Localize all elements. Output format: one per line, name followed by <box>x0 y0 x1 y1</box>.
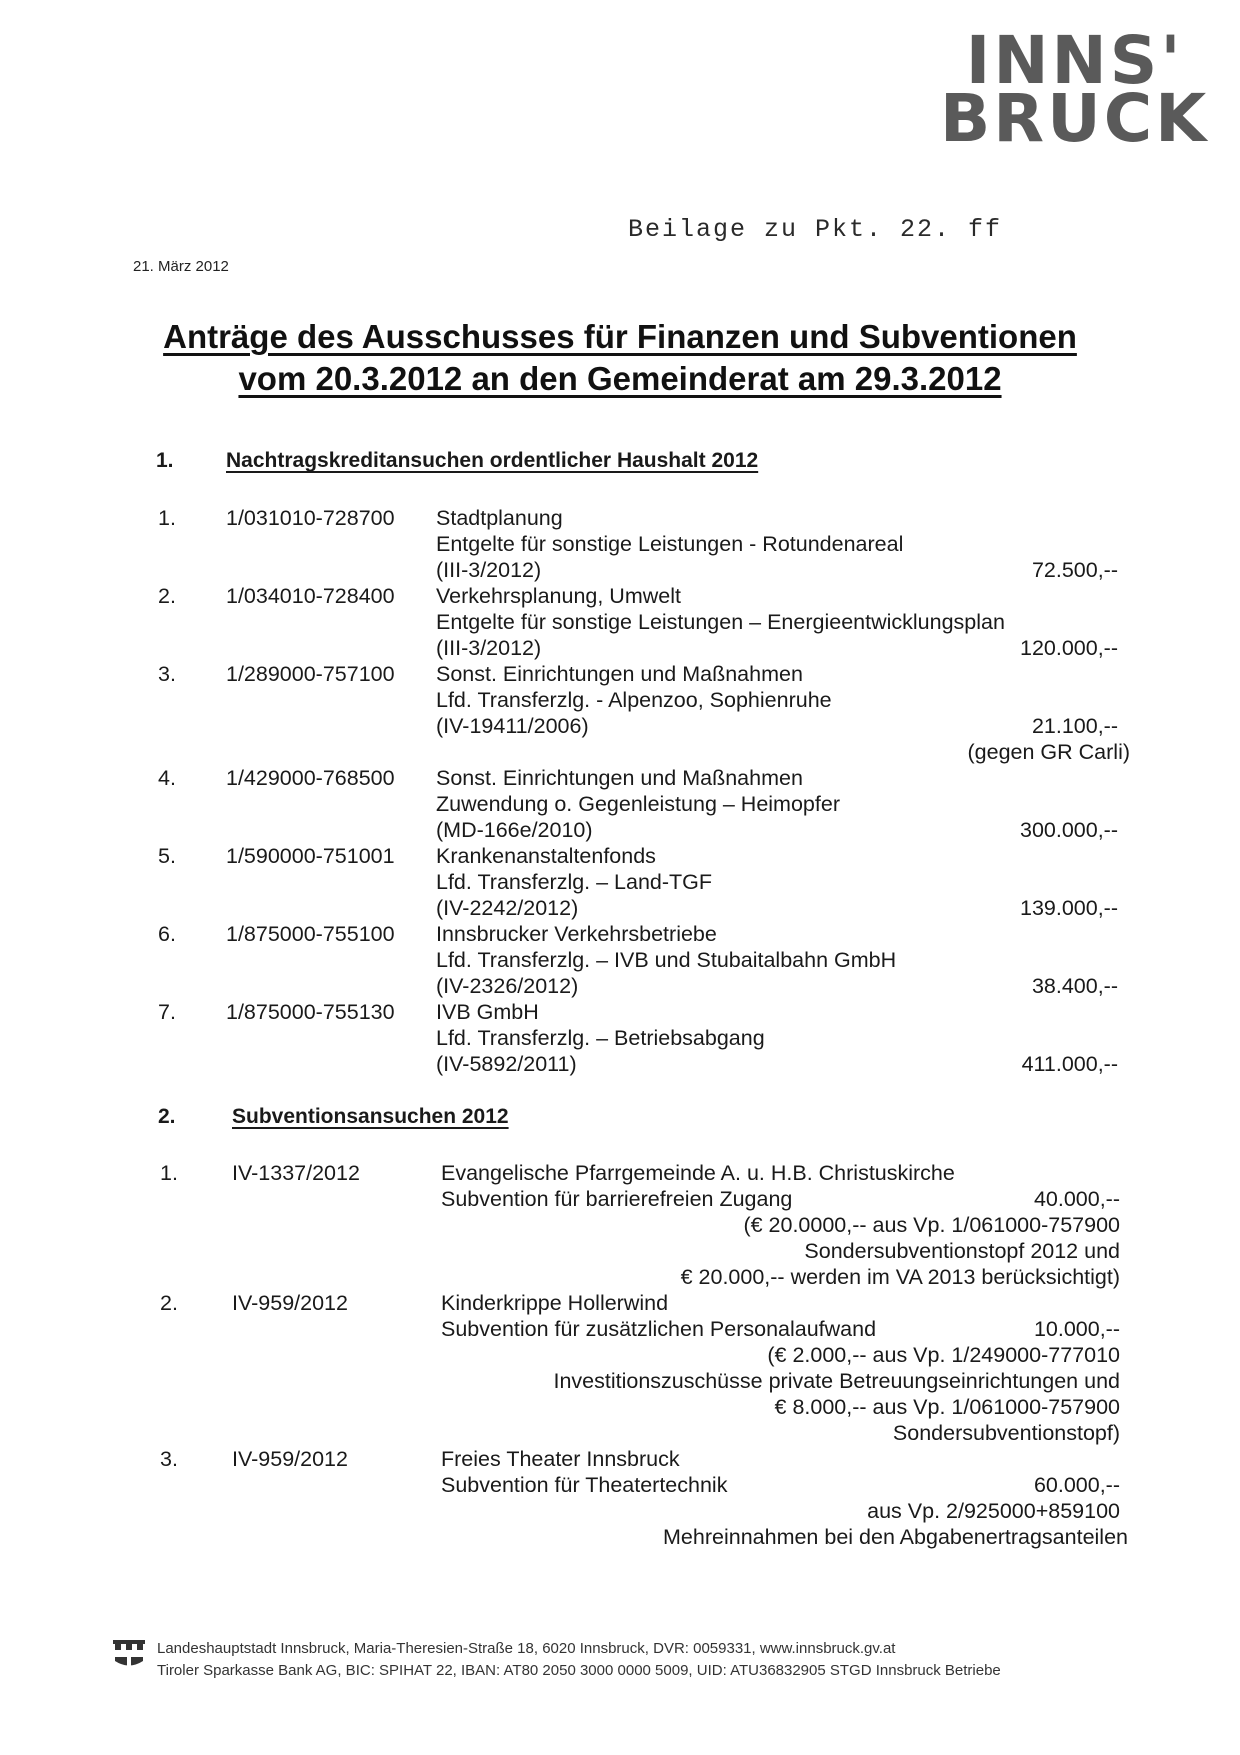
logo-line-2: BRUCK <box>940 80 1210 157</box>
item-amount: 139.000,-- <box>1019 896 1118 920</box>
attachment-stamp: Beilage zu Pkt. 22. ff <box>628 215 1003 244</box>
item-amount: 21.100,-- <box>1031 714 1118 738</box>
item-title: IVB GmbH <box>436 1000 539 1024</box>
account-code: 1/590000-751001 <box>226 844 395 868</box>
item-amount: 72.500,-- <box>1031 558 1118 582</box>
list-item-number: 3. <box>158 662 176 686</box>
item-amount: 411.000,-- <box>1021 1052 1118 1076</box>
item-amount: 300.000,-- <box>1019 818 1118 842</box>
item-title: Stadtplanung <box>436 506 563 530</box>
item-amount: 38.400,-- <box>1031 974 1118 998</box>
list-item-number: 7. <box>158 1000 176 1024</box>
logo-line-1: INNS' <box>965 22 1184 99</box>
account-code: 1/429000-768500 <box>226 766 395 790</box>
list-item-number: 3. <box>160 1447 178 1471</box>
account-code: 1/289000-757100 <box>226 662 395 686</box>
item-reference: (IV-19411/2006) <box>436 714 589 738</box>
item-title: Sonst. Einrichtungen und Maßnahmen <box>436 662 803 686</box>
funding-note: Mehreinnahmen bei den Abgabenertragsanteilen <box>663 1525 1128 1549</box>
subsidy-amount: 40.000,-- <box>1033 1187 1120 1211</box>
list-item-number: 1. <box>158 506 176 530</box>
list-item-number: 2. <box>160 1291 178 1315</box>
item-description: Entgelte für sonstige Leistungen – Energieentwicklungsplan <box>436 610 1005 634</box>
subsidy-purpose: Subvention für Theatertechnik <box>441 1473 728 1497</box>
item-reference: (III-3/2012) <box>436 636 542 660</box>
document-date: 21. März 2012 <box>133 258 229 275</box>
page-title-line-2: vom 20.3.2012 an den Gemeinderat am 29.3.2012 <box>238 360 1002 397</box>
list-item-number: 6. <box>158 922 176 946</box>
item-title: Verkehrsplanung, Umwelt <box>436 584 681 608</box>
funding-note: (€ 2.000,-- aus Vp. 1/249000-777010 <box>767 1343 1120 1367</box>
section-1-number: 1. <box>156 449 174 472</box>
funding-note: Investitionszuschüsse private Betreuungseinrichtungen und <box>553 1369 1120 1393</box>
list-item-number: 4. <box>158 766 176 790</box>
item-description: Entgelte für sonstige Leistungen - Rotundenareal <box>436 532 904 556</box>
item-description: Lfd. Transferzlg. – Land-TGF <box>436 870 713 894</box>
file-reference: IV-959/2012 <box>232 1291 348 1315</box>
subsidy-amount: 10.000,-- <box>1033 1317 1120 1341</box>
account-code: 1/875000-755100 <box>226 922 395 946</box>
page-title-line-1: Anträge des Ausschusses für Finanzen und Subventionen <box>163 318 1077 355</box>
section-2-number: 2. <box>158 1105 176 1128</box>
file-reference: IV-1337/2012 <box>232 1161 360 1185</box>
list-item-number: 5. <box>158 844 176 868</box>
funding-note: Sondersubventionstopf) <box>892 1421 1120 1445</box>
funding-note: (€ 20.0000,-- aus Vp. 1/061000-757900 <box>743 1213 1120 1237</box>
account-code: 1/031010-728700 <box>226 506 395 530</box>
list-item-number: 2. <box>158 584 176 608</box>
item-description: Zuwendung o. Gegenleistung – Heimopfer <box>436 792 840 816</box>
account-code: 1/034010-728400 <box>226 584 395 608</box>
item-reference: (III-3/2012) <box>436 558 542 582</box>
recipient-name: Evangelische Pfarrgemeinde A. u. H.B. Christuskirche <box>441 1161 955 1185</box>
account-code: 1/875000-755130 <box>226 1000 395 1024</box>
subsidy-amount: 60.000,-- <box>1033 1473 1120 1497</box>
item-reference: (IV-5892/2011) <box>436 1052 577 1076</box>
item-reference: (MD-166e/2010) <box>436 818 593 842</box>
file-reference: IV-959/2012 <box>232 1447 348 1471</box>
innsbruck-logo <box>940 22 1210 157</box>
section-1-heading: Nachtragskreditansuchen ordentlicher Haushalt 2012 <box>226 449 759 472</box>
item-title: Krankenanstaltenfonds <box>436 844 656 868</box>
funding-note: € 8.000,-- aus Vp. 1/061000-757900 <box>774 1395 1120 1419</box>
item-description: Lfd. Transferzlg. – Betriebsabgang <box>436 1026 765 1050</box>
item-amount: 120.000,-- <box>1019 636 1118 660</box>
city-emblem-icon <box>112 1637 146 1671</box>
footer-address: Landeshauptstadt Innsbruck, Maria-Theresien-Straße 18, 6020 Innsbruck, DVR: 0059331, www.innsbruck.gv.at <box>157 1640 896 1657</box>
funding-note: Sondersubventionstopf 2012 und <box>804 1239 1120 1263</box>
item-title: Innsbrucker Verkehrsbetriebe <box>436 922 717 946</box>
recipient-name: Freies Theater Innsbruck <box>441 1447 680 1471</box>
subsidy-purpose: Subvention für barrierefreien Zugang <box>441 1187 793 1211</box>
subsidy-purpose: Subvention für zusätzlichen Personalaufwand <box>441 1317 877 1341</box>
item-reference: (IV-2326/2012) <box>436 974 579 998</box>
item-title: Sonst. Einrichtungen und Maßnahmen <box>436 766 803 790</box>
funding-note: aus Vp. 2/925000+859100 <box>867 1499 1120 1523</box>
funding-note: € 20.000,-- werden im VA 2013 berücksichtigt) <box>680 1265 1120 1289</box>
item-reference: (IV-2242/2012) <box>436 896 579 920</box>
footer-bank-details: Tiroler Sparkasse Bank AG, BIC: SPIHAT 22, IBAN: AT80 2050 3000 0000 5009, UID: ATU36832905 STGD Innsbruck Betriebe <box>157 1662 1001 1679</box>
section-2-heading: Subventionsansuchen 2012 <box>232 1105 509 1128</box>
item-description: Lfd. Transferzlg. – IVB und Stubaitalbahn GmbH <box>436 948 897 972</box>
list-item-number: 1. <box>160 1161 178 1185</box>
item-description: Lfd. Transferzlg. - Alpenzoo, Sophienruhe <box>436 688 832 712</box>
item-note: (gegen GR Carli) <box>967 740 1130 764</box>
recipient-name: Kinderkrippe Hollerwind <box>441 1291 669 1315</box>
